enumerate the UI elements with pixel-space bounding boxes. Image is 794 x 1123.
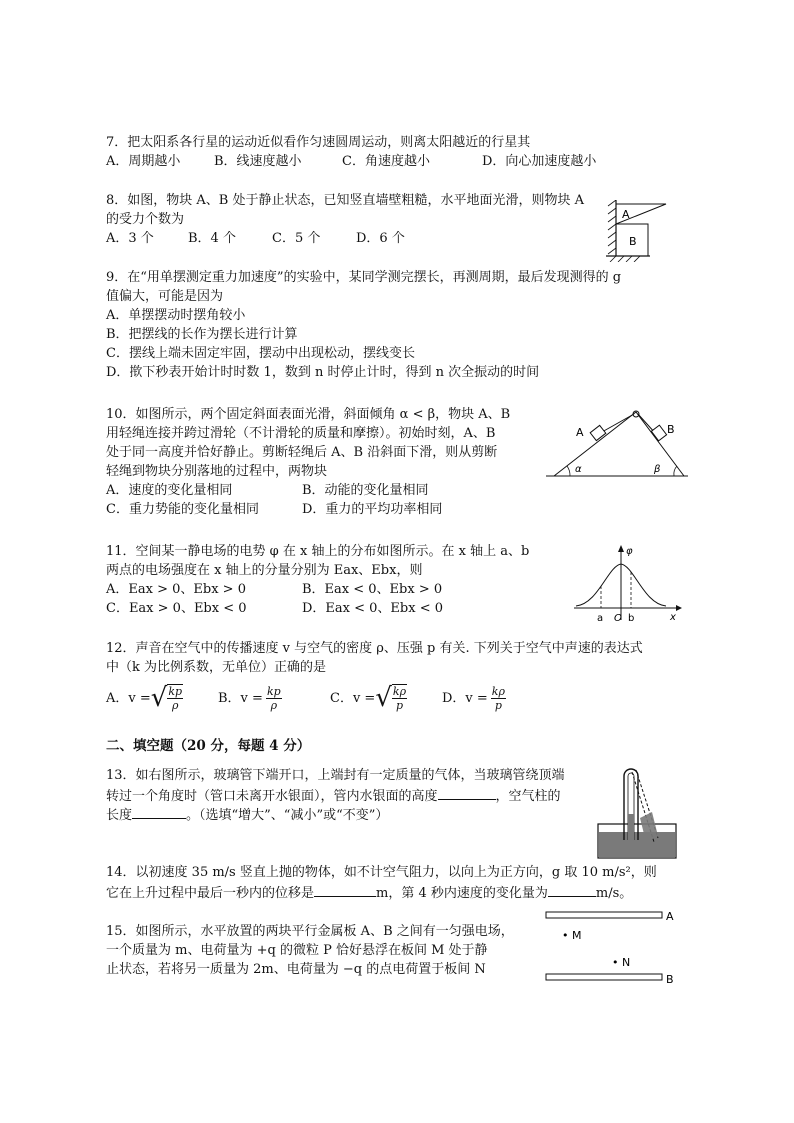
question-15-line-2: 一个质量为 m、电荷量为 +q 的微粒 P 恰好悬浮在板间 M 处于静 [106, 943, 488, 958]
plate-a-label: A [666, 910, 674, 923]
numerator: kρ [392, 685, 407, 698]
question-15-line-3: 止状态，若将另一质量为 2m、电荷量为 −q 的点电荷置于板间 N [106, 962, 486, 977]
point-a-label: a [597, 613, 604, 624]
q9-option-c: C．摆线上端未固定牢固，摆动中出现松动，摆线变长 [106, 346, 415, 361]
q12-option-d-label: D．v = [442, 690, 488, 706]
question-14 [106, 863, 706, 901]
question-10-stem-4: 轻绳到物块分别落地的过程中，两物块 [106, 464, 328, 479]
angle-beta-label: β [654, 464, 661, 475]
question-14-line-2c: m/s。 [595, 886, 633, 901]
question-13 [106, 766, 596, 823]
question-7 [106, 133, 626, 171]
question-12 [106, 639, 696, 677]
denominator: ρ [270, 698, 278, 712]
q12-option-d [442, 685, 506, 712]
block-b [651, 425, 666, 441]
plate-b [546, 974, 662, 980]
angle-alpha-label: α [575, 464, 582, 475]
question-9-stem-1: 9．在“用单摆测定重力加速度”的实验中，某同学测完摆长，再测周期，最后发现测得的 g [106, 270, 622, 285]
q10-option-d: D．重力的平均功率相同 [302, 502, 443, 517]
question-12-stem-1: 12．声音在空气中的传播速度 v 与空气的密度 ρ、压强 p 有关. 下列关于空气中声速的表达式 [106, 641, 643, 656]
q8-option-b: B．4 个 [188, 231, 236, 246]
q11-option-d: D．Eax < 0、Ebx < 0 [302, 601, 443, 616]
q7-option-a: A．周期越小 [106, 154, 181, 169]
q10-option-c: C．重力势能的变化量相同 [106, 502, 259, 517]
q12-option-c [330, 684, 442, 712]
q10-option-a: A．速度的变化量相同 [106, 483, 233, 498]
numerator: kρ [491, 684, 505, 698]
block-b-label: B [667, 423, 675, 436]
question-10-stem-3: 处于同一高度并恰好静止。剪断轻绳后 A、B 沿斜面下滑，则从剪断 [106, 445, 498, 460]
point-m-label: • M [562, 929, 582, 942]
question-11 [106, 542, 626, 618]
question-8-stem-2: 的受力个数为 [106, 212, 185, 227]
q8-option-c: C．5 个 [272, 231, 321, 246]
point-n-label: • N [612, 956, 631, 969]
sqrt-icon: √ [375, 683, 392, 713]
q11-figure-potential-curve [570, 542, 682, 624]
q8-figure-wall-blocks [598, 200, 670, 262]
q12-option-b [218, 685, 330, 712]
sqrt-icon: √ [150, 683, 168, 713]
question-13-stem-1: 13．如右图所示，玻璃管下端开口，上端封有一定质量的气体，当玻璃管绕顶端 [106, 768, 565, 783]
answer-blank-height[interactable] [438, 785, 496, 800]
q12-options [106, 679, 506, 717]
q12-option-c-label: C．v = [330, 690, 376, 706]
section-2-title: 二、填空题（20 分，每题 4 分） [106, 738, 311, 754]
question-14-line-2b: m，第 4 秒内速度的变化量为 [376, 886, 548, 901]
answer-blank-velocity-change[interactable] [548, 882, 596, 897]
q12-option-a [106, 684, 218, 712]
answer-blank-length[interactable] [132, 804, 186, 819]
q9-option-b: B．把摆线的长作为摆长进行计算 [106, 327, 298, 342]
question-9-stem-2: 值偏大，可能是因为 [106, 289, 224, 304]
mercury-bath [599, 832, 675, 857]
question-8 [106, 191, 626, 248]
question-14-line-2a: 它在上升过程中最后一秒内的位移是 [106, 886, 315, 901]
denominator: ρ [171, 699, 179, 712]
q11-option-b: B．Eax < 0、Ebx > 0 [302, 582, 443, 597]
denominator: p [395, 699, 403, 712]
question-13-stem-2b: ，空气柱的 [495, 789, 561, 804]
block-a-label: A [576, 426, 584, 439]
question-11-stem-1: 11．空间某一静电场的电势 φ 在 x 轴上的分布如图所示。在 x 轴上 a、b [106, 544, 530, 559]
question-10-stem-2: 用轻绳连接并跨过滑轮（不计滑轮的质量和摩擦）。初始时刻，A、B [106, 426, 496, 441]
q8-option-a: A．3 个 [106, 231, 154, 246]
question-15 [106, 922, 546, 979]
q15-figure-parallel-plates [540, 908, 680, 988]
question-7-stem: 7．把太阳系各行星的运动近似看作匀速圆周运动，则离太阳越近的行星其 [106, 135, 531, 150]
point-b-label: b [628, 613, 635, 624]
q12-option-a-label: A．v = [106, 690, 151, 706]
question-11-stem-2: 两点的电场强度在 x 轴上的分量分别为 Eax、Ebx，则 [106, 563, 423, 578]
q9-option-a: A．单摆摆动时摆角较小 [106, 308, 246, 323]
question-8-stem-1: 8．如图，物块 A、B 处于静止状态，已知竖直墙壁粗糙，水平地面光滑，则物块 A [106, 193, 584, 208]
question-9 [106, 268, 626, 382]
q7-option-d: D．向心加速度越小 [482, 154, 597, 169]
question-10-stem-1: 10．如图所示，两个固定斜面表面光滑，斜面倾角 α < β，物块 A、B [106, 407, 511, 422]
phi-axis-label: φ [626, 546, 633, 557]
q11-option-c: C．Eax > 0、Ebx < 0 [106, 601, 247, 616]
question-12-stem-2: 中（k 为比例系数，无单位）正确的是 [106, 660, 327, 675]
q10-figure-inclines [546, 406, 688, 482]
question-14-line-1: 14．以初速度 35 m/s 竖直上抛的物体，如不计空气阻力，以向上为正方向，g 取 10 m/s²，则 [106, 865, 657, 880]
plate-b-label: B [666, 973, 674, 986]
block-a [590, 425, 606, 440]
q9-option-d: D．揿下秒表开始计时时数 1，数到 n 时停止计时，得到 n 次全振动的时间 [106, 365, 540, 380]
block-b-label: B [629, 235, 637, 248]
q11-option-a: A．Eax > 0、Ebx > 0 [106, 582, 246, 597]
answer-blank-displacement[interactable] [314, 882, 376, 897]
q13-figure-tube-mercury [596, 764, 680, 860]
q7-option-c: C．角速度越小 [342, 154, 430, 169]
q8-option-d: D．6 个 [356, 231, 405, 246]
numerator: kp [168, 685, 183, 698]
question-15-line-1: 15．如图所示，水平放置的两块平行金属板 A、B 之间有一匀强电场， [106, 924, 514, 939]
x-axis-label: x [670, 612, 676, 623]
question-13-stem-3a: 长度 [106, 808, 133, 823]
plate-a [546, 912, 662, 918]
question-13-stem-2a: 转过一个角度时（管口未离开水银面），管内水银面的高度 [106, 789, 438, 804]
q7-option-b: B．线速度越小 [214, 154, 302, 169]
q12-option-b-label: B．v = [218, 690, 263, 706]
denominator: p [494, 698, 502, 712]
q10-option-b: B．动能的变化量相同 [302, 483, 429, 498]
question-13-stem-3b: 。（选填“增大”、“减小”或“不变”） [186, 808, 389, 823]
block-a-label: A [622, 208, 630, 221]
numerator: kp [266, 684, 281, 698]
origin-label: O [614, 613, 622, 624]
